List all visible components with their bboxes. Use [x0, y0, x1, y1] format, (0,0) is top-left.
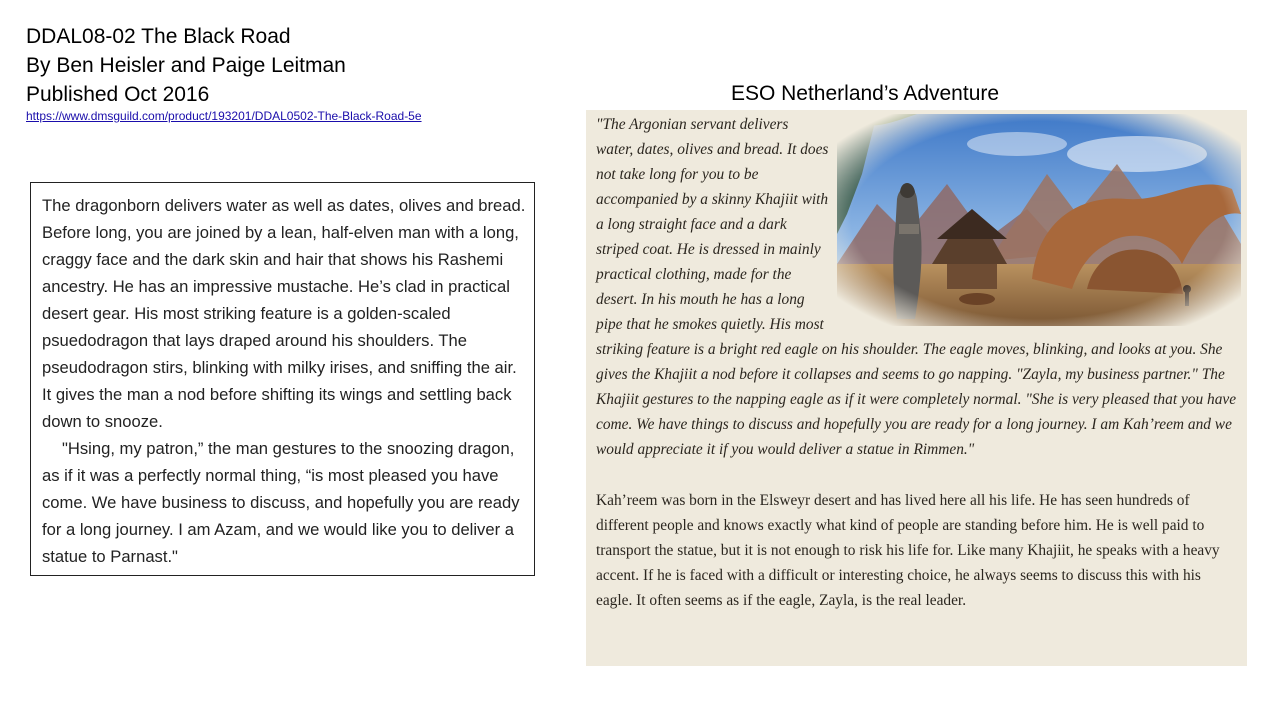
document-title: DDAL08-02 The Black Road	[26, 25, 291, 48]
published-date: Published Oct 2016	[26, 83, 210, 106]
original-paragraph-1: The dragonborn delivers water as well as dates, olives and bread. Before long, you are joined by a lean, half-elven man with a long, craggy face and the dark skin and hair that shows his Rashemi ancestry. He has an impressive mustache. He’s clad in practical desert gear. His most striking feature is a golden-scaled psuedodragon that lays draped around his shoulders. The pseudodragon stirs, blinking with milky irises, and sniffing the air. It gives the man a nod before shifting its wings and settling back down to snooze.	[42, 196, 526, 431]
original-text-box	[30, 182, 535, 576]
adaptation-panel	[586, 110, 1247, 666]
khajiit-scene-image	[837, 114, 1241, 326]
original-paragraph-2: "Hsing, my patron,” the man gestures to the snoozing dragon, as if it was a perfectly normal thing, “is most pleased you have come. We have business to discuss, and hopefully you are ready for a long journey. I am Azam, and we would like you to deliver a statue to Parnast."	[42, 439, 520, 566]
adaptation-paragraph-2: Kah’reem was born in the Elsweyr desert and has lived here all his life. He has seen hundreds of different people and knows exactly what kind of people are standing before him. He is well paid to transport the statue, but it is not enough to risk his life for. Like many Khajiit, he speaks with a heavy accent. If he is faced with a difficult or interesting choice, he always seems to discuss this with his eagle. It often seems as if the eagle, Zayla, is the real leader.	[596, 492, 1220, 609]
adaptation-title: ESO Netherland’s Adventure	[730, 82, 1000, 105]
source-link[interactable]: https://www.dmsguild.com/product/193201/DDAL0502-The-Black-Road-5e	[26, 109, 422, 123]
header	[26, 22, 422, 123]
adaptation-paragraph-1: "The Argonian servant delivers water, dates, olives and bread. It does not take long for you to be accompanied by a skinny Khajiit with a long straight face and a dark striped coat. He is dressed in mainly practical clothing, made for the desert. In his mouth he has a long pipe that he smokes quietly. His most striking feature is a bright red eagle on his shoulder. The eagle moves, blinking, and looks at you. She gives the Khajiit a nod before it collapses and seems to go napping. "Zayla, my business partner." The Khajiit gestures to the napping eagle as if it were completely normal. "She is very pleased that you have come. We have things to discuss and hopefully you are ready for a long journey. I am Kah’reem and we would appreciate it if you would deliver a statue in Rimmen."	[596, 116, 1237, 458]
authors-line: By Ben Heisler and Paige Leitman	[26, 54, 346, 77]
